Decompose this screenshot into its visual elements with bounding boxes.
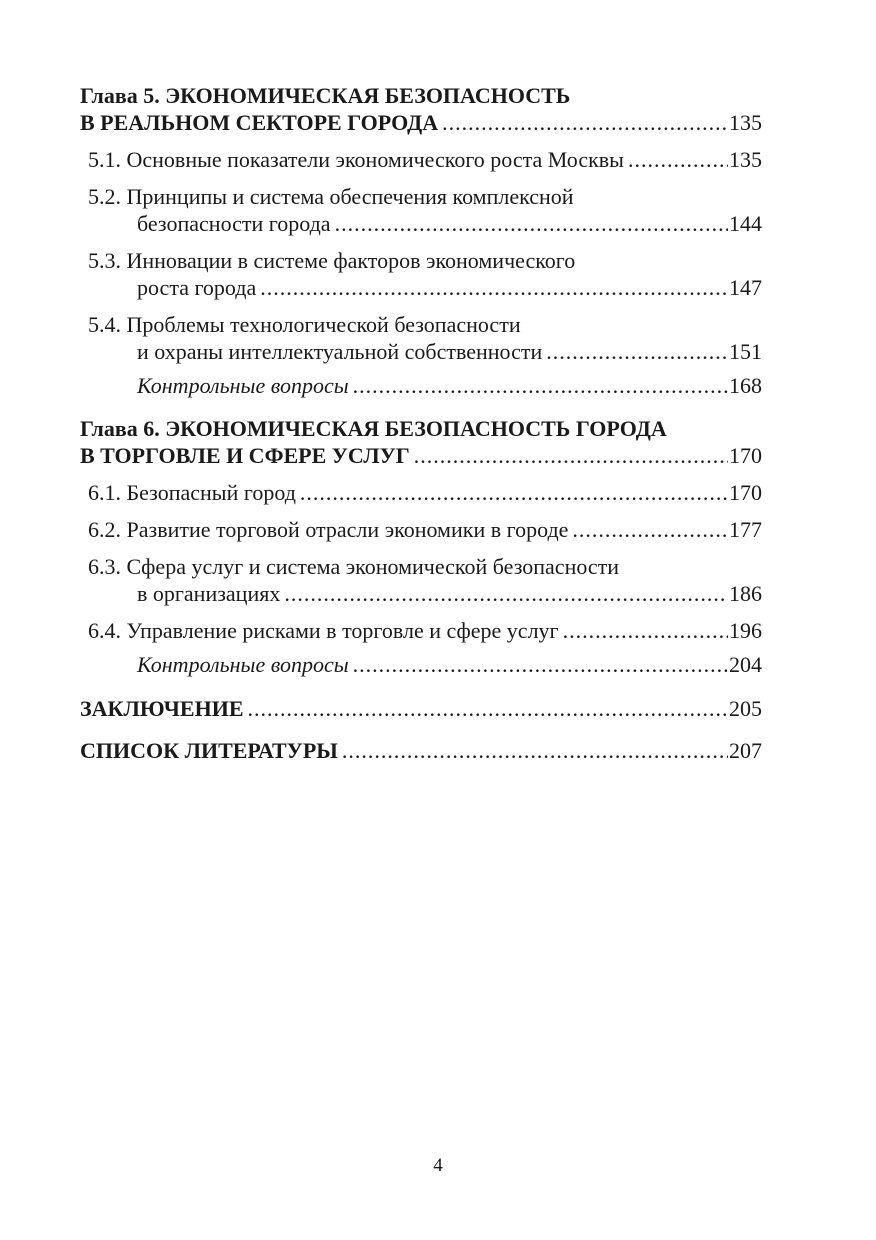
chapter-6-questions-line [88, 651, 762, 678]
section-6-1 [80, 479, 762, 506]
conclusion-entry [80, 695, 762, 722]
chapter-5-questions [80, 372, 762, 399]
section-6-2-page: 177 [729, 517, 762, 542]
section-5-3-line-1 [88, 247, 762, 274]
section-5-3-title-1: 5.3. Инновации в системе факторов экономического [88, 248, 576, 273]
section-5-4-line-1 [88, 311, 762, 338]
section-6-1-page: 170 [729, 480, 762, 505]
section-5-3 [80, 247, 762, 301]
chapter-5-title-2: В РЕАЛЬНОМ СЕКТОРЕ ГОРОДА [80, 110, 439, 135]
dot-leader [572, 516, 728, 543]
section-6-3-line-1 [88, 553, 762, 580]
chapter-6-heading [80, 415, 762, 469]
chapter-6-questions-page: 204 [729, 652, 762, 677]
dot-leader [335, 210, 728, 237]
section-5-1 [80, 146, 762, 173]
section-6-3 [80, 553, 762, 607]
section-5-3-page: 147 [729, 275, 762, 300]
references-entry [80, 737, 762, 764]
section-6-4-page: 196 [729, 618, 762, 643]
dot-leader [353, 372, 728, 399]
dot-leader [546, 338, 728, 365]
section-5-3-title-2: роста города [137, 275, 257, 300]
chapter-5-title-line-2 [80, 109, 762, 136]
section-6-2 [80, 516, 762, 543]
chapter-6-page: 170 [729, 443, 762, 468]
section-5-2-title-2: безопасности города [137, 211, 331, 236]
section-6-4 [80, 617, 762, 644]
section-6-3-line-2 [88, 580, 762, 607]
chapter-6-questions-label: Контрольные вопросы [137, 652, 349, 677]
section-6-1-line [88, 479, 762, 506]
section-5-4-page: 151 [729, 339, 762, 364]
section-6-1-title: 6.1. Безопасный город [88, 480, 296, 505]
section-5-4 [80, 311, 762, 365]
dot-leader [414, 442, 728, 469]
section-5-2-line-1 [88, 183, 762, 210]
references-title: СПИСОК ЛИТЕРАТУРЫ [80, 738, 338, 763]
references-page: 207 [729, 738, 762, 763]
table-of-contents [80, 82, 762, 764]
section-5-3-line-2 [88, 274, 762, 301]
chapter-6-title-1: Глава 6. ЭКОНОМИЧЕСКАЯ БЕЗОПАСНОСТЬ ГОРОДА [80, 416, 667, 441]
section-6-4-line [88, 617, 762, 644]
dot-leader [260, 274, 728, 301]
chapter-5-questions-page: 168 [729, 373, 762, 398]
section-6-3-title-1: 6.3. Сфера услуг и система экономической безопасности [88, 554, 620, 579]
section-5-4-line-2 [88, 338, 762, 365]
section-5-2-line-2 [88, 210, 762, 237]
section-5-2-title-1: 5.2. Принципы и система обеспечения комплексной [88, 184, 574, 209]
section-6-2-line [88, 516, 762, 543]
chapter-5-heading [80, 82, 762, 136]
dot-leader [342, 737, 728, 764]
conclusion-line [80, 695, 762, 722]
chapter-6-title-2: В ТОРГОВЛЕ И СФЕРЕ УСЛУГ [80, 443, 410, 468]
section-5-2 [80, 183, 762, 237]
section-6-4-title: 6.4. Управление рисками в торговле и сфере услуг [88, 618, 559, 643]
chapter-5-questions-line [88, 372, 762, 399]
section-5-4-title-1: 5.4. Проблемы технологической безопасности [88, 312, 521, 337]
section-6-3-page: 186 [729, 581, 762, 606]
chapter-5-title-1: Глава 5. ЭКОНОМИЧЕСКАЯ БЕЗОПАСНОСТЬ [80, 83, 571, 108]
section-6-2-title: 6.2. Развитие торговой отрасли экономики в городе [88, 517, 569, 542]
page-number: 4 [433, 1155, 443, 1176]
dot-leader [442, 109, 728, 136]
chapter-6-title-line-1 [80, 415, 762, 442]
section-6-3-title-2: в организациях [137, 581, 281, 606]
chapter-5-title-line-1 [80, 82, 762, 109]
conclusion-page: 205 [729, 696, 762, 721]
section-5-4-title-2: и охраны интеллектуальной собственности [137, 339, 543, 364]
conclusion-title: ЗАКЛЮЧЕНИЕ [80, 696, 244, 721]
dot-leader [628, 146, 728, 173]
references-line [80, 737, 762, 764]
chapter-6-title-line-2 [80, 442, 762, 469]
chapter-5-questions-label: Контрольные вопросы [137, 373, 349, 398]
section-5-1-line [88, 146, 762, 173]
section-5-1-page: 135 [729, 147, 762, 172]
dot-leader [563, 617, 728, 644]
section-5-2-page: 144 [729, 211, 762, 236]
chapter-5-page: 135 [729, 110, 762, 135]
section-5-1-title: 5.1. Основные показатели экономического роста Москвы [88, 147, 624, 172]
dot-leader [353, 651, 728, 678]
dot-leader [284, 580, 728, 607]
chapter-6-questions [80, 651, 762, 678]
dot-leader [248, 695, 729, 722]
dot-leader [300, 479, 728, 506]
